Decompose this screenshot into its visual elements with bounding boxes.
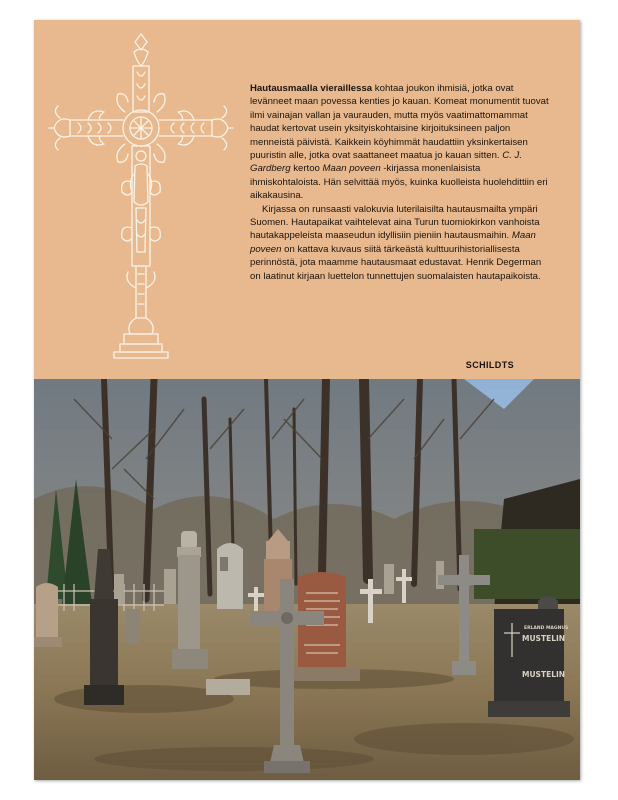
blurb-text: Kirjassa on runsaasti valokuvia luterilaisilta hautausmailta ympäri Suomen. Hautapaikat vaihtelevat aina Turun tuomiokirkon vanhoista hautakappeleista maaseudun idyllisiin pieniin hautausmaihin. (250, 203, 540, 242)
cemetery-photo (34, 379, 580, 780)
blurb-paragraph-2 (250, 203, 550, 283)
blurb-text: -kirjassa monenlaisista ihmiskohtaloista. Hän selvittää myös, kuinka kuolleista huolehdittiin eri aikakausina. (250, 163, 548, 202)
gravestone-line-3: MUSTELIN (522, 670, 566, 679)
book-back-cover (34, 20, 580, 780)
book-title: Maan poveen (250, 230, 536, 255)
blurb-lead: Hautausmaalla vieraillessa (250, 83, 373, 94)
book-title: Maan poveen (322, 163, 381, 175)
ornamental-cross-icon (48, 32, 234, 362)
blurb-text: on kattava kuvaus siitä tärkeästä kulttuurihistoriallisesta perinnöstä, jota maamme hautausmaat edustavat. Henrik Degerman on laatinut kirjaan luettelon tunnettujen suomalaisten hautapaikoista. (250, 243, 542, 282)
cover-top-panel (34, 20, 580, 379)
blurb-paragraph-1 (250, 82, 550, 203)
gravestone-line-2: MUSTELIN (522, 634, 566, 643)
blurb-text: kohtaa joukon ihmisiä, jotka ovat levänneet maan povessa kenties jo kauan. Komeat monumentit tuovat ilmi vainajan vallan ja vaurauden, mutta myös vaatimattomammat haudat kertovat usein yksityiskohtaisine kirjoituksineen paljon menneistä päivistä. Kaikkein köyhimmät haudattiin yksinkertaisen puuristin alle, jotka ovat saattaneet maatua jo kauan sitten. (250, 83, 549, 162)
back-cover-blurb (250, 82, 550, 283)
author-name: C. J. Gardberg (250, 150, 522, 175)
publisher-logo: SCHILDTS (465, 360, 514, 370)
blurb-text: kertoo (290, 163, 323, 175)
gravestone-line-1: ERLAND MAGNUS (524, 626, 569, 631)
